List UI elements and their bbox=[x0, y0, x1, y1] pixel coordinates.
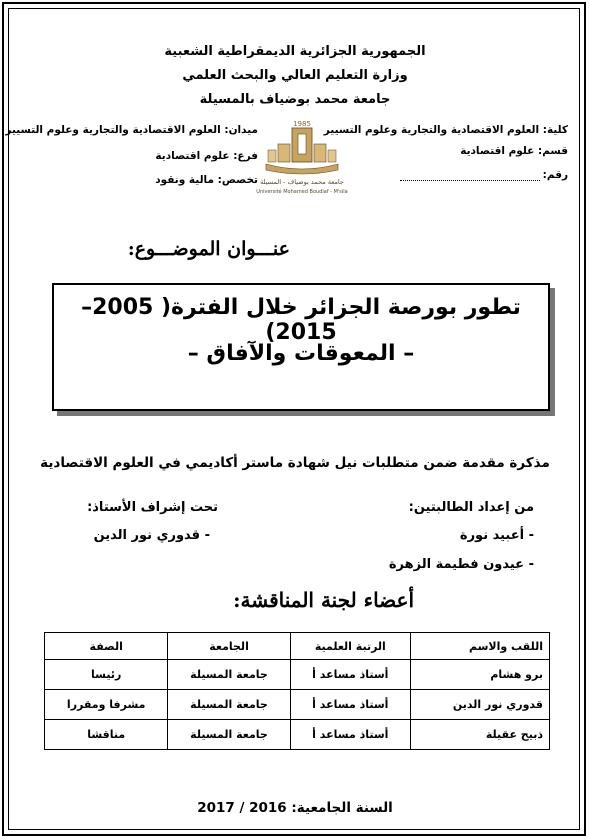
specialty-label: تخصص: مالية ونقود bbox=[155, 174, 258, 186]
title-line-1: تطور بورصة الجزائر خلال الفترة( 2005–2015) bbox=[81, 295, 521, 345]
cell-name: ذبيح عقيلة bbox=[411, 720, 550, 750]
cell-role: مناقشا bbox=[45, 720, 168, 750]
students-label: من إعداد الطالبتين: bbox=[408, 500, 534, 515]
student-name-1: - أعبيد نورة bbox=[459, 528, 534, 543]
header-name: اللقب والاسم bbox=[411, 633, 550, 660]
jury-table-header-row bbox=[45, 633, 550, 660]
header-role: الصفة bbox=[45, 633, 168, 660]
cell-rank: أستاذ مساعد أ bbox=[290, 720, 410, 750]
university-logo bbox=[256, 118, 348, 196]
supervisor-label: تحت إشراف الأستاذ: bbox=[87, 500, 218, 515]
table-row bbox=[45, 690, 550, 720]
logo-name-fr: Université Mohamed Boudiaf - M'sila bbox=[256, 189, 348, 195]
supervisor-name: - قدوري نور الدين bbox=[93, 528, 210, 543]
cell-university: جامعة المسيلة bbox=[168, 660, 290, 690]
cell-role: مشرفا ومقررا bbox=[45, 690, 168, 720]
cell-rank: أستاذ مساعد أ bbox=[290, 660, 410, 690]
cell-university: جامعة المسيلة bbox=[168, 720, 290, 750]
header-university: الجامعة bbox=[168, 633, 290, 660]
field-label: ميدان: العلوم الاقتصادية والتجارية وعلوم التسيير bbox=[5, 124, 258, 136]
ministry-heading: وزارة التعليم العالي والبحث العلمي bbox=[182, 68, 408, 83]
jury-table bbox=[44, 632, 550, 750]
memo-statement: مذكرة مقدمة ضمن متطلبات نيل شهادة ماستر أكاديمي في العلوم الاقتصادية bbox=[40, 455, 550, 471]
branch-label: فرع: علوم اقتصادية bbox=[155, 150, 258, 162]
table-row bbox=[45, 720, 550, 750]
academic-year: السنة الجامعية: 2016 / 2017 bbox=[197, 800, 393, 816]
faculty-label: كلية: العلوم الاقتصادية والتجارية وعلوم التسيير bbox=[323, 124, 568, 136]
title-box bbox=[52, 283, 550, 411]
number-label: رقم: bbox=[542, 169, 568, 181]
republic-heading: الجمهورية الجزائرية الديمقراطية الشعبية bbox=[164, 44, 426, 59]
subject-label: عنـــوان الموضـــوع: bbox=[127, 238, 290, 260]
cell-rank: أستاذ مساعد أ bbox=[290, 690, 410, 720]
student-name-2: - عيدون فطيمة الزهرة bbox=[388, 557, 534, 572]
title-line-2: – المعوقات والآفاق – bbox=[187, 341, 415, 366]
cell-university: جامعة المسيلة bbox=[168, 690, 290, 720]
cell-role: رئيسا bbox=[45, 660, 168, 690]
number-dotted-line bbox=[400, 180, 540, 181]
committee-label: أعضاء لجنة المناقشة: bbox=[233, 588, 414, 612]
logo-name-ar: جامعة محمد بوضياف - المسيلة bbox=[260, 178, 344, 186]
header-rank: الرتبة العلمية bbox=[290, 633, 410, 660]
university-heading: جامعة محمد بوضياف بالمسيلة bbox=[199, 92, 391, 107]
cell-name: برو هشام bbox=[411, 660, 550, 690]
logo-year: 1985 bbox=[293, 120, 311, 128]
department-label: قسم: علوم اقتصادية bbox=[460, 145, 568, 157]
table-row bbox=[45, 660, 550, 690]
cell-name: قدوري نور الدين bbox=[411, 690, 550, 720]
